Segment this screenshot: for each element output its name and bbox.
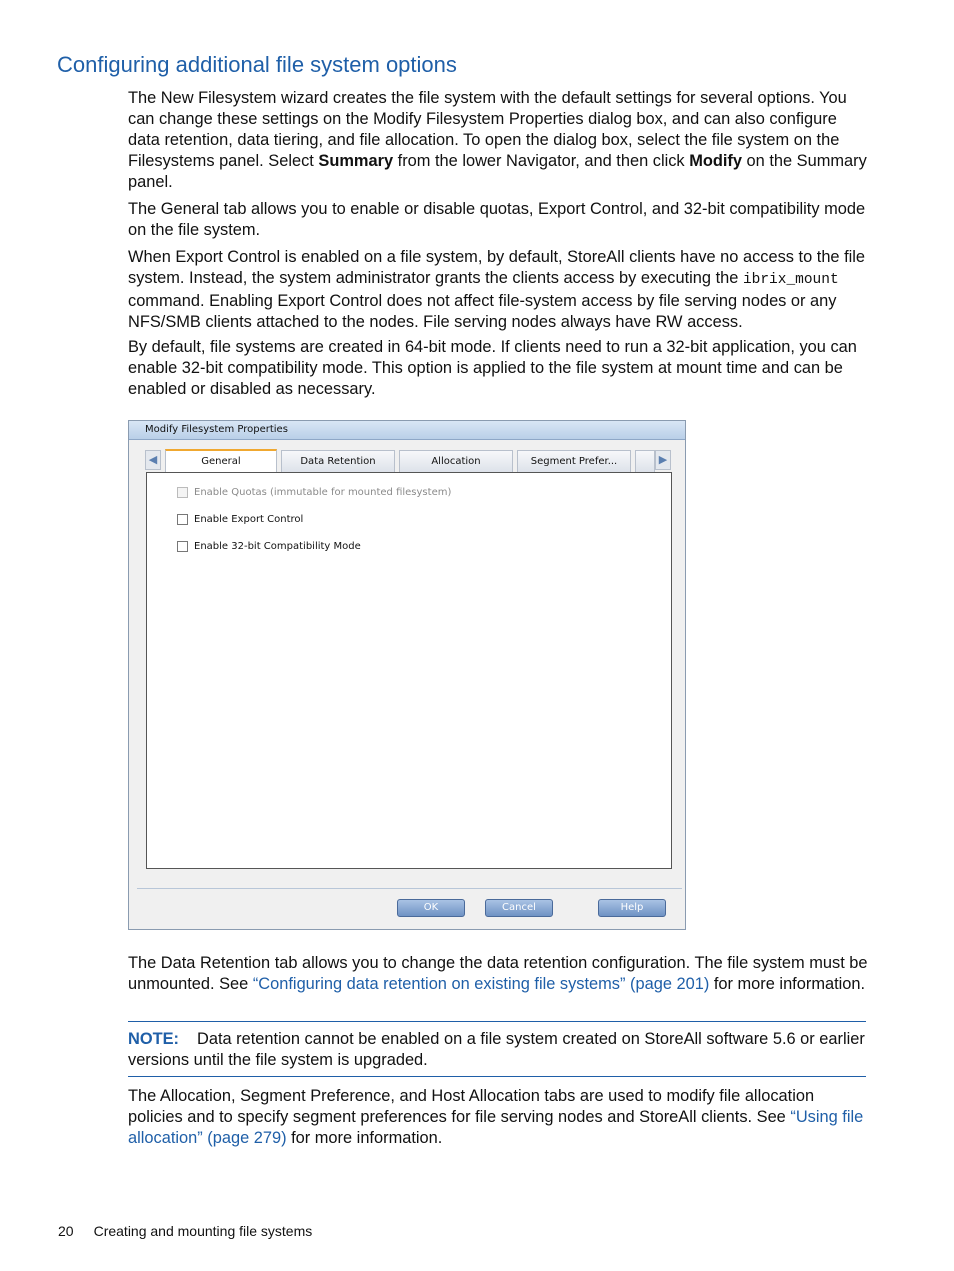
- option-label: Enable Quotas (immutable for mounted filesystem): [194, 487, 452, 498]
- code-command: ibrix_mount: [742, 272, 839, 288]
- bold-summary: Summary: [318, 152, 394, 170]
- text: for more information.: [286, 1129, 443, 1147]
- paragraph-general-tab: The General tab allows you to enable or disable quotas, Export Control, and 32-bit compatibility mode on the file system.: [128, 200, 866, 239]
- export-control-checkbox[interactable]: [177, 514, 188, 525]
- compat-mode-checkbox[interactable]: [177, 541, 188, 552]
- dialog-screenshot: [128, 420, 686, 930]
- quotas-checkbox: [177, 487, 188, 498]
- text: The Allocation, Segment Preference, and Host Allocation tabs are used to modify file allocation policies and to specify segment preferences for file serving nodes and StoreAll clients. See: [128, 1087, 815, 1126]
- paragraph-intro: [128, 88, 870, 193]
- option-export-control[interactable]: [177, 514, 303, 525]
- help-button[interactable]: Help: [598, 899, 666, 917]
- ok-button[interactable]: OK: [397, 899, 465, 917]
- page-footer: [58, 1223, 312, 1239]
- tab-segment-preference[interactable]: Segment Prefer...: [517, 450, 631, 472]
- paragraph-export-control: [128, 247, 870, 333]
- chapter-title: Creating and mounting file systems: [93, 1223, 313, 1239]
- paragraph-32bit: By default, file systems are created in 64-bit mode. If clients need to run a 32-bit application, you can enable 32-bit compatibility mode. This option is applied to the file system at mount time and can be enabled or disabled as necessary.: [128, 338, 857, 398]
- page-number: 20: [58, 1223, 74, 1239]
- text: for more information.: [709, 975, 866, 993]
- option-enable-quotas: [177, 487, 451, 498]
- tab-data-retention[interactable]: Data Retention: [281, 450, 395, 472]
- note-text: Data retention cannot be enabled on a file system created on StoreAll software 5.6 or earlier versions until the file system is upgraded.: [128, 1030, 865, 1069]
- divider: [137, 888, 682, 889]
- text: When Export Control is enabled on a file system, by default, StoreAll clients have no access to the file system. Instead, the system administrator grants the clients access by executing the: [128, 248, 866, 287]
- tab-strip: [145, 449, 671, 473]
- option-label: Enable Export Control: [194, 514, 304, 525]
- text: The Data Retention tab allows you to change the data retention configuration. The file system must be unmounted. See: [128, 954, 868, 993]
- option-32bit-mode[interactable]: [177, 541, 361, 552]
- tab-allocation[interactable]: Allocation: [399, 450, 513, 472]
- text: from the lower Navigator, and then click: [393, 152, 690, 170]
- link-file-allocation[interactable]: “Using file allocation” (page 279): [128, 1108, 864, 1147]
- option-label: Enable 32-bit Compatibility Mode: [194, 541, 361, 552]
- bold-modify: Modify: [689, 152, 742, 170]
- paragraph-allocation: [128, 1086, 870, 1149]
- link-data-retention[interactable]: “Configuring data retention on existing file systems” (page 201): [252, 975, 710, 993]
- dialog-title: Modify Filesystem Properties: [129, 421, 685, 440]
- text: The New Filesystem wizard creates the file system with the default settings for several options. You can change these settings on the Modify Filesystem Properties dialog box, and can also configure data retention, data tiering, and file allocation. To open the dialog box, select the file system on the Filesystems panel. Select: [128, 89, 847, 170]
- text: on the Summary panel.: [128, 152, 867, 191]
- general-panel: [146, 472, 672, 869]
- text: command. Enabling Export Control does not affect file-system access by file serving nodes or any NFS/SMB clients attached to the nodes. File serving nodes always have RW access.: [128, 292, 837, 331]
- cancel-button[interactable]: Cancel: [485, 899, 553, 917]
- tab-general[interactable]: General: [165, 449, 277, 473]
- scroll-left-icon[interactable]: ◀: [145, 450, 161, 470]
- note-label: NOTE:: [128, 1030, 179, 1048]
- scroll-right-icon[interactable]: ▶: [655, 450, 671, 470]
- tab-overflow: [635, 450, 655, 472]
- note-box: [128, 1021, 866, 1077]
- paragraph-data-retention: [128, 953, 870, 995]
- section-heading: Configuring additional file system options: [57, 52, 457, 77]
